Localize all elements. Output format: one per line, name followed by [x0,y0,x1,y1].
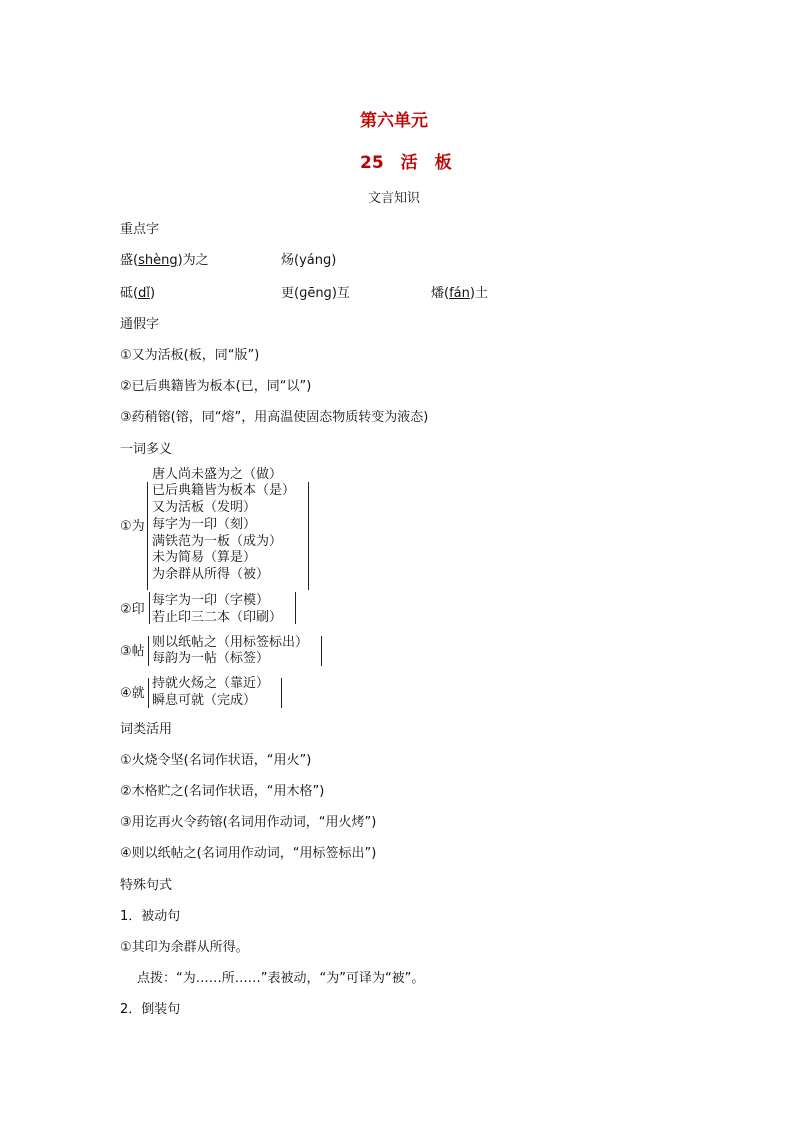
unit-title: 第六单元 [360,111,428,131]
word-class-item: ④则以纸帖之(名词用作动词，“用标签标出”) [120,846,377,861]
polysemy-line: 若止印三二本（印刷） [152,610,283,625]
tongjia-heading: 通假字 [120,317,160,332]
section-subtitle: 文言知识 [368,191,421,206]
polysemy-line: 每字为一印（字模） [152,593,270,608]
polysemy-line: 持就火炀之（靠近） [152,676,270,691]
key-chars-heading: 重点字 [120,222,160,237]
word-class-heading: 词类活用 [120,722,173,737]
special-sub-inversion: 2．倒装句 [120,1002,181,1017]
key-char-sheng: 盛(shèng)为之 [120,253,209,268]
special-example: ①其印为余群从所得。 [120,940,249,955]
key-char-yang: 炀(yánɡ) [281,253,337,268]
key-char-geng: 更(ɡēnɡ)互 [281,286,350,301]
tongjia-item: ①又为活板(板，同“版”) [120,348,260,363]
polysemy-line: 已后典籍皆为板本（是） [152,483,296,498]
tongjia-item: ③药稍镕(镕，同“熔”，用高温使固态物质转变为液态) [120,410,429,425]
polysemy-line: 未为简易（算是） [152,550,257,565]
word-class-item: ①火烧令坚(名词作状语，“用火”) [120,753,312,768]
polysemy-line: 满铁范为一板（成为） [152,534,283,549]
polysemy-line: 为余群从所得（被） [152,567,270,582]
polysemy-line: 又为活板（发明） [152,500,257,515]
polysemy-heading: 一词多义 [120,442,173,457]
special-heading: 特殊句式 [120,878,173,893]
polysemy-label-jiu: ④就 [120,686,145,701]
polysemy-label-wei: ①为 [120,519,145,534]
polysemy-label-tie: ③帖 [120,644,145,659]
polysemy-line: 瞬息可就（完成） [152,693,257,708]
word-class-item: ②木格贮之(名词作状语，“用木格”) [120,784,325,799]
lesson-title: 25 活 板 [360,153,452,173]
special-sub-passive: 1．被动句 [120,909,181,924]
polysemy-line: 每韵为一帖（标签） [152,651,270,666]
polysemy-line: 每字为一印（刻） [152,517,257,532]
key-char-di: 砥(dǐ) [120,286,156,301]
word-class-item: ③用讫再火令药镕(名词用作动词，“用火烤”) [120,815,377,830]
polysemy-label-yin: ②印 [120,602,145,617]
polysemy-line: 唐人尚未盛为之（做） [152,467,283,482]
tongjia-item: ②已后典籍皆为板本(已，同“以”) [120,379,312,394]
key-char-fan: 燔(fán)土 [431,286,488,301]
polysemy-line: 则以纸帖之（用标签标出） [152,635,309,650]
special-note: 点拨：“为……所……”表被动，“为”可译为“被”。 [137,971,425,986]
